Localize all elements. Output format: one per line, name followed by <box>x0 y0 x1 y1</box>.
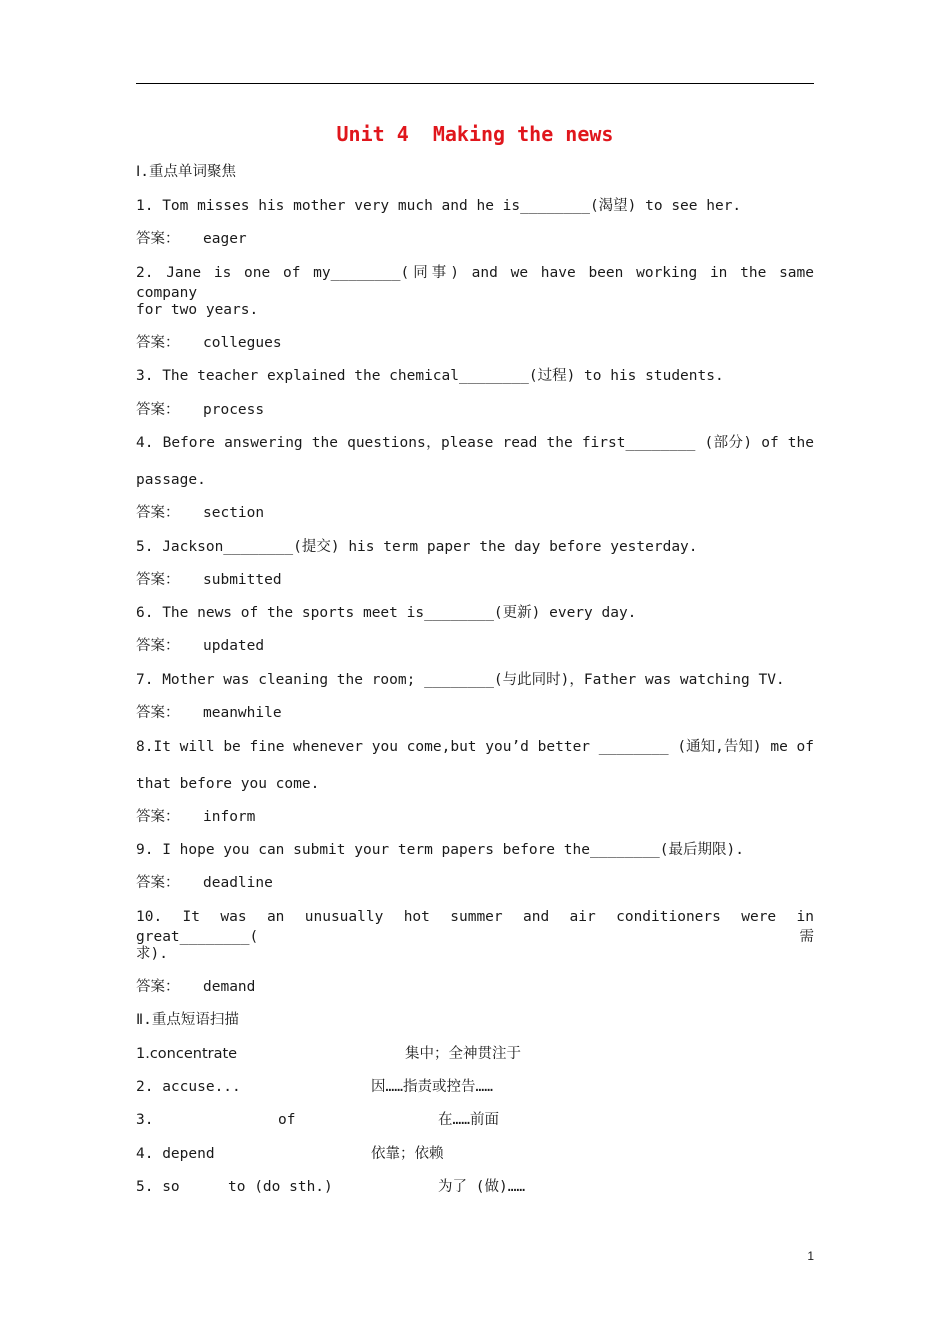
question-2-line-2: for two years. <box>136 302 259 318</box>
answer-text: updated <box>203 638 265 654</box>
header-rule <box>136 83 814 84</box>
phrase-3-middle: of <box>278 1112 296 1128</box>
question-10-line-2: 求). <box>136 946 168 962</box>
phrase-4-chinese: 依靠；依赖 <box>371 1146 444 1162</box>
answer-2 <box>136 333 282 353</box>
answer-3 <box>136 400 264 420</box>
question-2-line-1: 2. Jane is one of my________(同事) and we have been working in the same company <box>136 265 814 301</box>
question-8-line-2: that before you come. <box>136 776 320 792</box>
section-1-heading: Ⅰ.重点单词聚焦 <box>136 164 237 180</box>
section-2-heading: Ⅱ.重点短语扫描 <box>136 1012 239 1028</box>
answer-text: eager <box>203 231 247 247</box>
phrase-3-chinese: 在……前面 <box>438 1112 499 1128</box>
answer-text: meanwhile <box>203 705 282 721</box>
phrase-5-english: 5. so <box>136 1179 180 1195</box>
phrase-5-middle: to (do sth.) <box>228 1179 333 1195</box>
answer-label: 答案： <box>136 875 180 891</box>
answer-7 <box>136 703 282 723</box>
answer-label: 答案： <box>136 705 180 721</box>
question-9: 9. I hope you can submit your term papers before the________(最后期限). <box>136 842 744 858</box>
question-4-line-2: passage. <box>136 472 206 488</box>
question-5: 5. Jackson________(提交) his term paper the day before yesterday. <box>136 539 698 555</box>
question-6: 6. The news of the sports meet is________(更新) every day. <box>136 605 637 621</box>
phrase-1-english: 1.concentrate <box>136 1046 238 1062</box>
answer-label: 答案： <box>136 572 180 588</box>
question-10-line-1: 10. It was an unusually hot summer and air conditioners were in great________(需 <box>136 909 814 945</box>
answer-label: 答案： <box>136 638 180 654</box>
page-title: Unit 4 Making the news <box>336 122 614 146</box>
answer-text: deadline <box>203 875 273 891</box>
answer-5 <box>136 570 282 590</box>
phrase-2-english: 2. accuse... <box>136 1079 241 1095</box>
answer-text: demand <box>203 979 256 995</box>
answer-label: 答案： <box>136 505 180 521</box>
answer-text: process <box>203 402 265 418</box>
question-1: 1. Tom misses his mother very much and he is________(渴望) to see her. <box>136 198 742 214</box>
answer-label: 答案： <box>136 979 180 995</box>
answer-label: 答案： <box>136 402 180 418</box>
answer-text: inform <box>203 809 256 825</box>
answer-9 <box>136 873 273 893</box>
phrase-4-english: 4. depend <box>136 1146 215 1162</box>
answer-1 <box>136 229 247 249</box>
answer-4 <box>136 503 264 523</box>
answer-label: 答案： <box>136 809 180 825</box>
question-4-line-1: 4. Before answering the questions，please read the first________ (部分) of the <box>136 435 814 451</box>
answer-text: collegues <box>203 335 282 351</box>
question-7: 7. Mother was cleaning the room; ________(与此同时)，Father was watching TV. <box>136 672 785 688</box>
phrase-1-chinese: 集中；全神贯注于 <box>405 1046 521 1062</box>
answer-6 <box>136 636 264 656</box>
answer-label: 答案： <box>136 231 180 247</box>
answer-8 <box>136 807 255 827</box>
question-3: 3. The teacher explained the chemical________(过程) to his students. <box>136 368 724 384</box>
phrase-2-chinese: 因……指责或控告…… <box>371 1079 493 1095</box>
phrase-3-number: 3. <box>136 1112 154 1128</box>
answer-text: submitted <box>203 572 282 588</box>
answer-text: section <box>203 505 265 521</box>
question-8-line-1: 8.It will be fine whenever you come,but you’d better ________ (通知,告知) me of <box>136 739 814 755</box>
answer-label: 答案： <box>136 335 180 351</box>
phrase-5-chinese: 为了 (做)…… <box>438 1179 526 1195</box>
answer-10 <box>136 977 255 997</box>
page-number: 1 <box>807 1249 814 1263</box>
